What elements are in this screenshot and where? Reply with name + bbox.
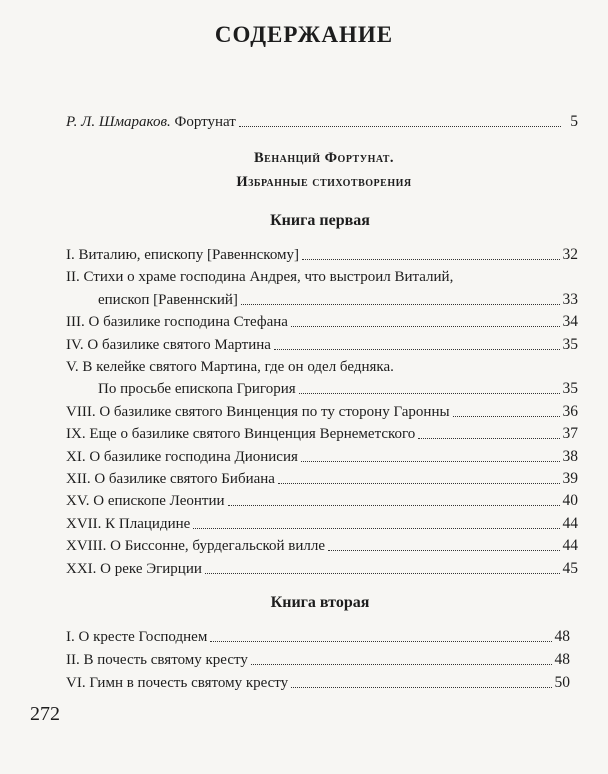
toc-entry-title: XVIII. О Биссонне, бурдегальской вилле — [66, 538, 326, 555]
leader-dots — [301, 461, 560, 462]
leader-dots — [278, 483, 560, 484]
toc-entry-page: 39 — [562, 470, 578, 487]
leader-dots — [274, 349, 560, 350]
toc-entry-page: 35 — [562, 335, 578, 353]
leader-dots — [328, 550, 559, 551]
toc-entry[interactable] — [98, 291, 578, 309]
toc-entry-page: 38 — [562, 447, 578, 465]
toc-entry-title: XV. О епископе Леонтии — [66, 493, 225, 510]
toc-entry[interactable] — [66, 313, 578, 331]
leader-dots — [291, 326, 560, 327]
toc-entry[interactable] — [66, 403, 578, 421]
toc-entry[interactable] — [66, 470, 578, 488]
toc-entry-page: 45 — [562, 559, 578, 577]
toc-entry-title: XII. О базилике святого Бибиана — [66, 471, 275, 487]
toc-entry-page: 33 — [562, 290, 578, 308]
leader-dots — [299, 393, 560, 394]
intro-entry[interactable] — [66, 113, 578, 131]
toc-entry-title: V. В келейке святого Мартина, где он одел бедняка. — [66, 359, 394, 375]
toc-entry-continuation: По просьбе епископа Григория — [98, 381, 296, 398]
section-heading-subtitle: Избранные стихотворения — [236, 174, 412, 190]
leader-dots — [302, 259, 559, 260]
toc-entry[interactable] — [66, 651, 570, 669]
toc-entry-title: XI. О базилике господина Дионисия — [66, 448, 298, 465]
toc-entry-page: 48 — [554, 628, 570, 645]
toc-entry-continuation: епископ [Равеннский] — [98, 291, 238, 308]
section-heading-author: Венанций Фортунат. — [254, 150, 394, 166]
toc-entry-page: 40 — [562, 492, 578, 510]
toc-entry-title: VIII. О базилике святого Винценция по ту сторону Гаронны — [66, 403, 450, 420]
toc-entry[interactable] — [66, 537, 578, 555]
book2-title: Книга вторая — [270, 594, 370, 611]
leader-dots — [205, 573, 560, 574]
book1-title: Книга первая — [270, 212, 370, 229]
leader-dots — [210, 641, 551, 642]
toc-entry[interactable] — [98, 380, 578, 398]
toc-entry-title: I. Виталию, епископу [Равеннскому] — [66, 247, 300, 263]
intro-page: 5 — [570, 113, 578, 130]
toc-entry-page: 35 — [562, 380, 578, 398]
toc-entry-title: IX. Еще о базилике святого Винценция Вернеметского — [66, 426, 416, 443]
toc-entry-title: III. О базилике господина Стефана — [66, 314, 288, 331]
leader-dots — [241, 304, 560, 305]
leader-dots — [453, 416, 560, 417]
toc-entry-page: 44 — [562, 537, 578, 555]
toc-entry-title: VI. Гимн в почесть святому кресту — [66, 675, 289, 691]
toc-entry-title: XVII. К Плацидине — [66, 515, 191, 532]
toc-entry-title: II. В почесть святому кресту — [66, 652, 248, 668]
toc-entry[interactable] — [66, 448, 578, 466]
leader-dots — [239, 126, 561, 127]
toc-entry[interactable] — [66, 560, 578, 578]
intro-author: Р. Л. Шмараков. — [66, 114, 171, 130]
toc-entry-page: 37 — [562, 425, 578, 443]
page-title: СОДЕРЖАНИЕ — [214, 22, 394, 47]
toc-entry[interactable] — [66, 515, 578, 533]
toc-entry-page: 34 — [562, 313, 578, 331]
toc-entry[interactable] — [66, 425, 578, 443]
leader-dots — [251, 664, 552, 665]
page-number: 272 — [30, 703, 60, 725]
toc-entry-page: 36 — [562, 402, 578, 420]
intro-text: Фортунат — [174, 114, 236, 130]
toc-entry[interactable] — [66, 336, 578, 354]
toc-entry[interactable] — [66, 674, 570, 692]
toc-entry-page: 50 — [554, 674, 570, 691]
toc-entry-page: 32 — [562, 246, 578, 263]
toc-entry[interactable] — [66, 246, 578, 264]
intro-title — [66, 113, 236, 131]
leader-dots — [291, 687, 551, 688]
leader-dots — [228, 505, 560, 506]
toc-entry-title: XXI. О реке Эгирции — [66, 560, 202, 577]
toc-entry-page: 44 — [562, 514, 578, 532]
toc-entry-title: I. О кресте Господнем — [66, 629, 208, 645]
toc-entry[interactable] — [66, 628, 570, 646]
toc-entry[interactable] — [66, 492, 578, 510]
toc-entry-title: IV. О базилике святого Мартина — [66, 336, 271, 353]
toc-entry-page: 48 — [554, 651, 570, 668]
leader-dots — [193, 528, 559, 529]
toc-entry-title: II. Стихи о храме господина Андрея, что выстроил Виталий, — [66, 269, 454, 286]
leader-dots — [418, 438, 559, 439]
